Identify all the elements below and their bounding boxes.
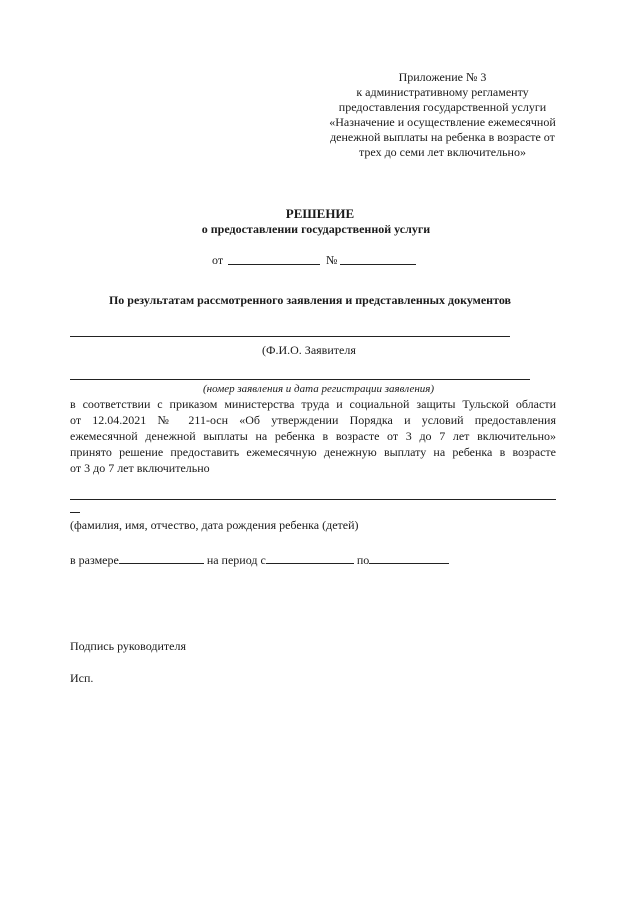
registration-caption: (номер заявления и дата регистрации заявления) xyxy=(203,383,435,395)
decision-paragraph xyxy=(70,396,556,476)
paragraph-line: от 3 до 7 лет включительно xyxy=(70,461,210,475)
number-blank-line[interactable] xyxy=(340,264,416,265)
paragraph-line: принято решение предоставить ежемесячную денежную выплату на ребенка в возрасте xyxy=(70,445,556,459)
amount-blank-line[interactable] xyxy=(119,552,204,564)
appendix-header xyxy=(300,70,585,160)
amount-label: в размере xyxy=(70,553,119,567)
period-from-label: на период с xyxy=(206,553,266,567)
document-title: РЕШЕНИЕ xyxy=(285,206,355,221)
appendix-line: денежной выплаты на ребенка в возрасте от xyxy=(330,130,555,144)
paragraph-line: ежемесячной денежной выплаты на ребенка в возрасте от 3 до 7 лет включительно» xyxy=(70,429,556,443)
child-caption: (фамилия, имя, отчество, дата рождения ребенка (детей) xyxy=(70,518,359,532)
appendix-line: трех до семи лет включительно» xyxy=(359,145,526,159)
from-label: от xyxy=(212,253,224,267)
date-blank-line[interactable] xyxy=(228,264,320,265)
appendix-line: «Назначение и осуществление ежемесячной xyxy=(329,115,556,129)
executor-label: Исп. xyxy=(70,671,94,685)
period-to-blank-line[interactable] xyxy=(369,552,449,564)
number-label: № xyxy=(326,253,338,267)
appendix-line: к административному регламенту xyxy=(356,85,529,99)
period-to-label: по xyxy=(356,553,370,567)
child-blank-line-continuation xyxy=(70,512,80,513)
period-from-blank-line[interactable] xyxy=(266,552,354,564)
signature-label: Подпись руководителя xyxy=(70,639,186,653)
results-heading: По результатам рассмотренного заявления и представленных документов xyxy=(108,293,512,307)
registration-blank-line[interactable] xyxy=(70,379,530,380)
amount-period-row xyxy=(70,552,449,568)
applicant-caption: (Ф.И.О. Заявителя xyxy=(262,343,356,357)
document-subtitle: о предоставлении государственной услуги xyxy=(201,222,431,236)
paragraph-line: в соответствии с приказом министерства труда и социальной защиты Тульской области xyxy=(70,397,556,411)
appendix-line: предоставления государственной услуги xyxy=(338,100,547,114)
appendix-line: Приложение № 3 xyxy=(398,70,487,84)
paragraph-line: от 12.04.2021 № 211-осн «Об утверждении Порядка и условий предоставления xyxy=(70,413,556,427)
child-blank-line[interactable] xyxy=(70,499,556,500)
applicant-blank-line[interactable] xyxy=(70,336,510,337)
